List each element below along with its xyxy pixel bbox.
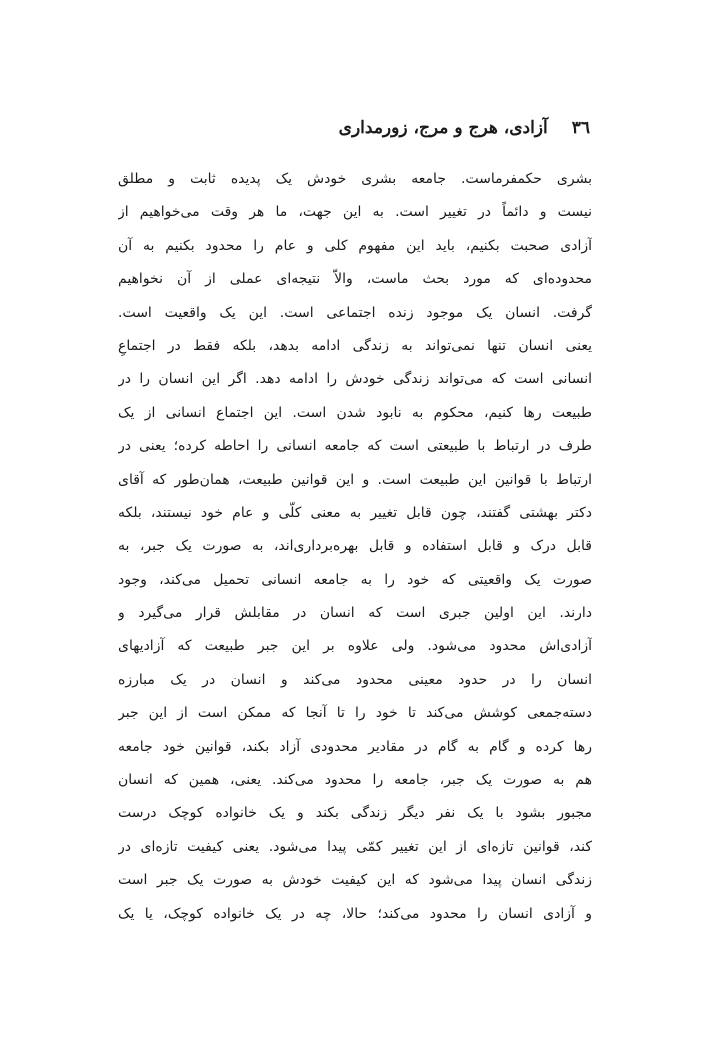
text-line: کند، قوانین تازه‌ای از این تغییر کمّی پیدا می‌شود. یعنی کیفیت تازه‌ای در [118, 838, 592, 855]
running-title: آزادی، هرج و مرج، زورمداری [338, 118, 548, 138]
text-line: قابل درک و قابل استفاده و قابل بهره‌برداری‌اند، به صورت یک جبر، به [118, 538, 592, 555]
text-line: انسان را در حدود معینی محدود می‌کند و انسان در یک مبارزه [118, 671, 592, 688]
text-line: محدوده‌ای که مورد بحث ماست، والاّ نتیجه‌ای عملی از آن نخواهیم [118, 271, 592, 288]
text-line: آزادی‌اش محدود می‌شود. ولی علاوه بر این جبر طبیعت که آزادیهای [118, 638, 592, 655]
text-line: زندگی انسان پیدا می‌شود که این کیفیت خودش به صورت یک جبر است [118, 872, 592, 889]
text-line: مجبور بشود با یک نفر دیگر زندگی بکند و یک خانواده کوچک درست [118, 805, 592, 822]
text-line: صورت یک واقعیتی که خود را به جامعه انسانی تحمیل می‌کند، وجود [118, 571, 592, 588]
text-line: یعنی انسان تنها نمی‌تواند به زندگی ادامه بدهد، بلکه فقط در اجتماعِ [118, 337, 592, 354]
text-line: رها کرده و گام به گام در مقادیر محدودی آزاد بکند، قوانین خود جامعه [118, 738, 592, 755]
text-line: هم به صورت یک جبر، جامعه را محدود می‌کند. یعنی، همین که انسان [118, 772, 592, 789]
text-line: انسانی است که می‌تواند زندگی خودش را ادامه دهد. اگر این انسان را در [118, 371, 592, 388]
text-line: دارند. این اولین جبری است که انسان در مقابلش قرار می‌گیرد و [118, 605, 592, 622]
text-line: دکتر بهشتی گفتند، چون قابل تغییر به معنی کلّی و عام خود نیستند، بلکه [118, 504, 592, 521]
text-line: بشری حکمفرماست. جامعه بشری خودش یک پدیده ثابت و مطلق [118, 171, 592, 187]
text-line: طبیعت رها کنیم، محکوم به نابود شدن است. این اجتماع انسانی از یک [118, 404, 592, 421]
body-text [118, 163, 592, 931]
text-line: و آزادی انسان را محدود می‌کند؛ حالا، چه در یک خانواده کوچک، یا یک [118, 905, 592, 922]
text-line: ارتباط با قوانین این طبیعت است. و این قوانین طبیعت، همان‌طور که آقای [118, 471, 592, 488]
page-number: ٣٦ [571, 118, 590, 138]
text-line: نیست و دائماً در تغییر است. به این جهت، ما هر وقت می‌خواهیم از [118, 204, 592, 221]
text-line: طرف در ارتباط با طبیعتی است که جامعه انسانی را احاطه کرده؛ یعنی در [118, 438, 592, 455]
text-line: گرفت. انسان یک موجود زنده اجتماعی است. این یک واقعیت است. [118, 304, 592, 321]
running-head [339, 118, 590, 138]
text-line: دسته‌جمعی کوشش می‌کند تا خود را تا آنجا که ممکن است از این جبر [118, 705, 592, 722]
text-line: آزادی صحبت بکنیم، باید این مفهوم کلی و عام را محدود بکنیم به آن [118, 237, 592, 254]
